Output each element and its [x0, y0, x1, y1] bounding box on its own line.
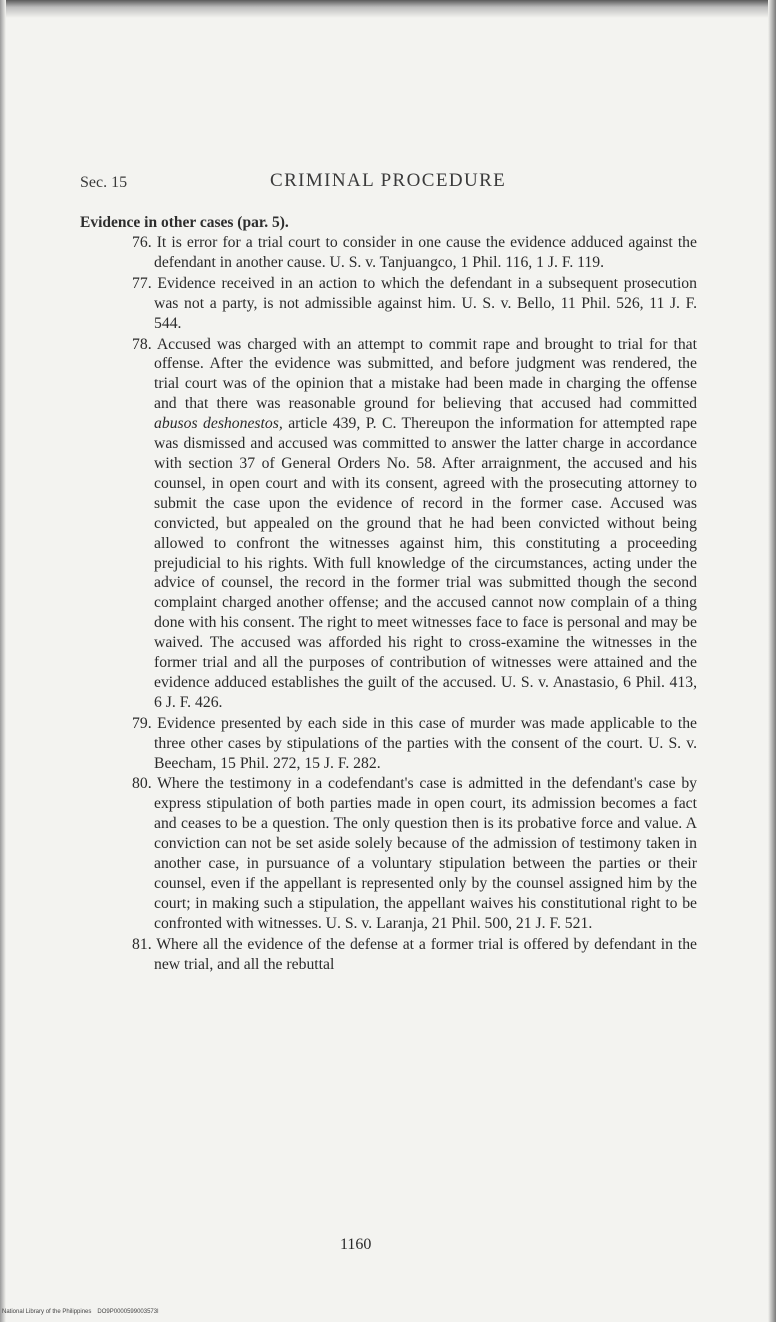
footer-code: DO9P0000599003573l	[97, 1309, 159, 1315]
paragraph-text: Accused was charged with an attempt to commit rape and brought to trial for that offense. After the evidence was submitted, and before judgment was rendered, the trial court was of the opinion that a mistake had been made in charging the offense and that there was reasonable ground for believing that accused had committed	[154, 335, 697, 413]
paragraph-text: Evidence presented by each side in this case of murder was made applicable to the three other cases by stipulations of the parties with the consent of the court. U. S. v. Beecham, 15 Phil. 272, 15 J. F. 282.	[154, 714, 697, 772]
footer-credit: National Library of the Philippines	[2, 1309, 92, 1315]
page-number: 1160	[340, 1236, 372, 1253]
running-header	[80, 170, 697, 200]
paragraph-number: 78.	[132, 335, 152, 353]
paragraph-number: 76.	[132, 234, 152, 251]
paragraph-text: Where the testimony in a codefendant's case is admitted in the defendant's case by express stipulation of both parties made in open court, its admission becomes a fact and ceases to be a question. The only question then is its probative force and value. A conviction can not be set aside solely because of the admission of testimony taken in another case, in pursuance of a voluntary stipulation between the parties or their counsel, even if the appellant is represented only by the counsel assigned him by the court; in making such a stipulation, the appellant waives his constitutional right to be confronted with witnesses. U. S. v. Laranja, 21 Phil. 500, 21 J. F. 521.	[154, 775, 698, 932]
scan-right-edge	[768, 0, 776, 1322]
paragraph-number: 79.	[132, 714, 152, 732]
paragraph-79	[80, 714, 697, 774]
paragraph-text: Where all the evidence of the defense at a former trial is offered by defendant in the new trial, and all the rebuttal	[154, 935, 697, 973]
paragraph-italic-term: abusos deshonestos,	[154, 415, 283, 433]
paragraph-78	[80, 335, 697, 713]
subheading: Evidence in other cases (par. 5).	[80, 214, 289, 231]
paragraph-76	[80, 233, 697, 273]
paragraph-77	[80, 274, 697, 334]
paragraph-number: 80.	[132, 775, 152, 793]
paragraph-text: Evidence received in an action to which the defendant in a subsequent prosecution was not a party, is not admissible against him. U. S. v. Bello, 11 Phil. 526, 11 J. F. 544.	[154, 274, 697, 332]
paragraph-80	[80, 774, 697, 933]
page-title: CRIMINAL PROCEDURE	[270, 170, 507, 191]
section-label: Sec. 15	[80, 174, 128, 191]
paragraph-number: 81.	[132, 935, 152, 953]
scan-top-edge	[0, 0, 776, 18]
paragraph-text: It is error for a trial court to consider in one cause the evidence adduced against the defendant in another cause. U. S. v. Tanjuangco, 1 Phil. 116, 1 J. F. 119.	[154, 234, 697, 271]
paragraph-81	[80, 935, 697, 975]
paragraph-number: 77.	[132, 274, 152, 292]
scan-footer	[2, 1309, 158, 1315]
paragraph-text-continued: article 439, P. C. Thereupon the information for attempted rape was dismissed and accused was committed to answer the latter charge in accordance with section 37 of General Orders No. 58. After arraignment, the accused and his counsel, in open court and with its consent, agreed with the prosecuting attorney to submit the case upon the evidence of record in the former case. Accused was convicted, but appealed on the ground that he had been convicted without being allowed to confront the witnesses against him, this constituting a proceeding prejudicial to his rights. With full knowledge of the circumstances, acting under the advice of counsel, the record in the former trial was submitted though the second complaint charged another offense; and the accused cannot now complain of a thing done with his consent. The right to meet witnesses face to face is personal and may be waived. The accused was afforded his right to cross-examine the witnesses in the former trial and all the purposes of contribution of witnesses were attained and the evidence adduced establishes the guilt of the accused. U. S. v. Anastasio, 6 Phil. 413, 6 J. F. 426.	[154, 415, 698, 711]
scan-left-edge	[0, 0, 6, 1322]
document-page	[80, 170, 697, 976]
